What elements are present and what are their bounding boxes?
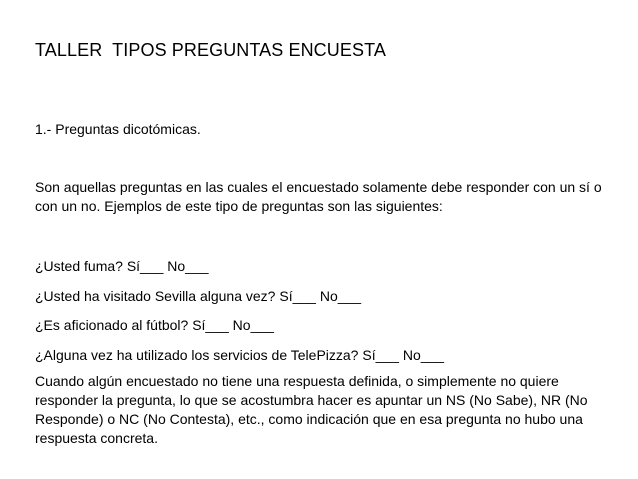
question-item: ¿Es aficionado al fútbol? Sí___ No___ — [35, 317, 274, 333]
page-title: TALLER TIPOS PREGUNTAS ENCUESTA — [35, 40, 386, 60]
question-item: ¿Usted fuma? Sí___ No___ — [35, 258, 209, 274]
section-heading: 1.- Preguntas dicotómicas. — [35, 121, 201, 137]
intro-paragraph: Son aquellas preguntas en las cuales el encuestado solamente debe responder con un sí o con un no. Ejemplos de este tipo de preguntas son las siguientes: — [35, 179, 602, 214]
closing-paragraph: Cuando algún encuestado no tiene una respuesta definida, o simplemente no quiere responder la pregunta, lo que se acostumbra hacer es apuntar un NS (No Sabe), NR (No Responde) o NC (No Contesta), etc., como indicación que en esa pregunta no hubo una respuesta concreta. — [35, 373, 588, 446]
question-list — [35, 257, 444, 375]
question-item: ¿Alguna vez ha utilizado los servicios de TelePizza? Sí___ No___ — [35, 346, 445, 363]
question-item: ¿Usted ha visitado Sevilla alguna vez? Sí___ No___ — [35, 287, 362, 304]
